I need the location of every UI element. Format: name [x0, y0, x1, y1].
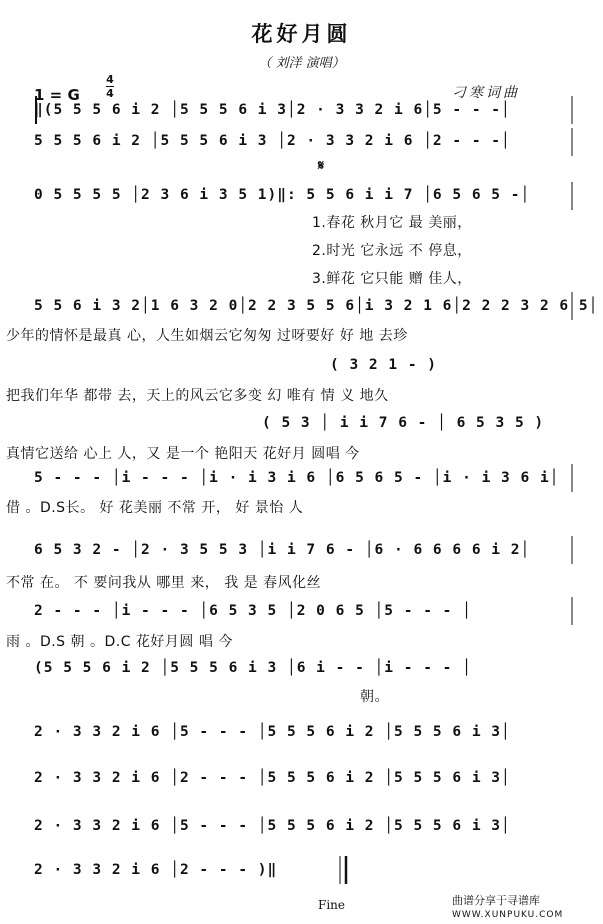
- time-signature: [106, 74, 114, 99]
- notation-row: 2 · 3 3 2 i 6 │2 - - - )‖: [34, 862, 278, 878]
- lyric-line: 雨 。D.S 朝 。D.C 花好月圆 唱 今: [6, 634, 233, 650]
- lyric-line: 朝。: [360, 689, 389, 705]
- notation-row: 2 - - - │i - - - │6 5 3 5 │2 0 6 5 │5 - - - │: [34, 603, 472, 619]
- performer-subtitle: （ 刘洋 演唱）: [258, 56, 345, 71]
- interlude-notes: ( 3 2 1 - ): [330, 357, 438, 373]
- notation-row: 2 · 3 3 2 i 6 │2 - - - │5 5 5 6 i 2 │5 5 5 6 i 3│: [34, 770, 511, 786]
- notation-row: 0 5 5 5 5 │2 3 6 i 3 5 1)‖: 5 5 6 i i 7 │6 5 6 5 -│: [34, 187, 531, 203]
- notation-row: 6 5 3 2 - │2 · 3 5 5 3 │i i 7 6 - │6 · 6 6 6 6 i 2│: [34, 542, 531, 558]
- verse-line-1: 1.春花 秋月它 最 美丽，: [312, 215, 472, 231]
- lyric-line: 真情它送给 心上 人，又 是一个 艳阳天 花好月 圆唱 今: [6, 446, 360, 462]
- lyric-line: 把我们年华 都带 去，天上的风云它多变 幻 唯有 情 义 地久: [6, 388, 389, 404]
- key-signature: 1 = G: [34, 86, 80, 104]
- notation-row: (5 5 5 6 i 2 │5 5 5 6 i 3 │6 i - - │i - - - │: [34, 660, 472, 676]
- lyric-line: 少年的情怀是最真 心，人生如烟云它匆匆 过呀要好 好 地 去珍: [6, 328, 408, 344]
- verse-line-3: 3.鲜花 它只能 赠 佳人，: [312, 271, 472, 287]
- interlude-notes: ( 5 3 │ i i 7 6 - │ 6 5 3 5 ): [262, 415, 545, 431]
- segno-sign: 𝄋: [318, 158, 325, 174]
- lyric-line: 借 。D.S长。 好 花美丽 不常 开， 好 景怡 人: [6, 500, 304, 516]
- composer-credit: 刁寒词曲: [452, 85, 520, 101]
- meter-top: 4: [106, 73, 114, 86]
- notation-row: ‖(5 5 5 6 i 2 │5 5 5 6 i 3│2 · 3 3 2 i 6│5 - - -│: [34, 102, 511, 118]
- verse-line-2: 2.时光 它永远 不 停息，: [312, 243, 472, 259]
- footer-site-name: 曲谱分享于寻谱库: [452, 894, 540, 907]
- lyric-line: 不常 在。 不 要问我从 哪里 来， 我 是 春风化丝: [6, 575, 322, 591]
- notation-row: 5 5 6 i 3 2│1 6 3 2 0│2 2 3 5 5 6│i 3 2 1 6│2 2 2 3 2 6 5│: [34, 298, 599, 314]
- footer-site-url[interactable]: WWW.XUNPUKU.COM: [452, 910, 564, 920]
- song-title: 花好月圆: [251, 22, 352, 46]
- meter-bottom: 4: [106, 87, 114, 100]
- notation-row: 5 5 5 6 i 2 │5 5 5 6 i 3 │2 · 3 3 2 i 6 │2 - - -│: [34, 133, 511, 149]
- fine-marking: Fine: [318, 898, 345, 912]
- notation-row: 5 - - - │i - - - │i · i 3 i 6 │6 5 6 5 - │i · i 3 6 i│: [34, 470, 560, 486]
- notation-row: 2 · 3 3 2 i 6 │5 - - - │5 5 5 6 i 2 │5 5 5 6 i 3│: [34, 724, 511, 740]
- notation-row: 2 · 3 3 2 i 6 │5 - - - │5 5 5 6 i 2 │5 5 5 6 i 3│: [34, 818, 511, 834]
